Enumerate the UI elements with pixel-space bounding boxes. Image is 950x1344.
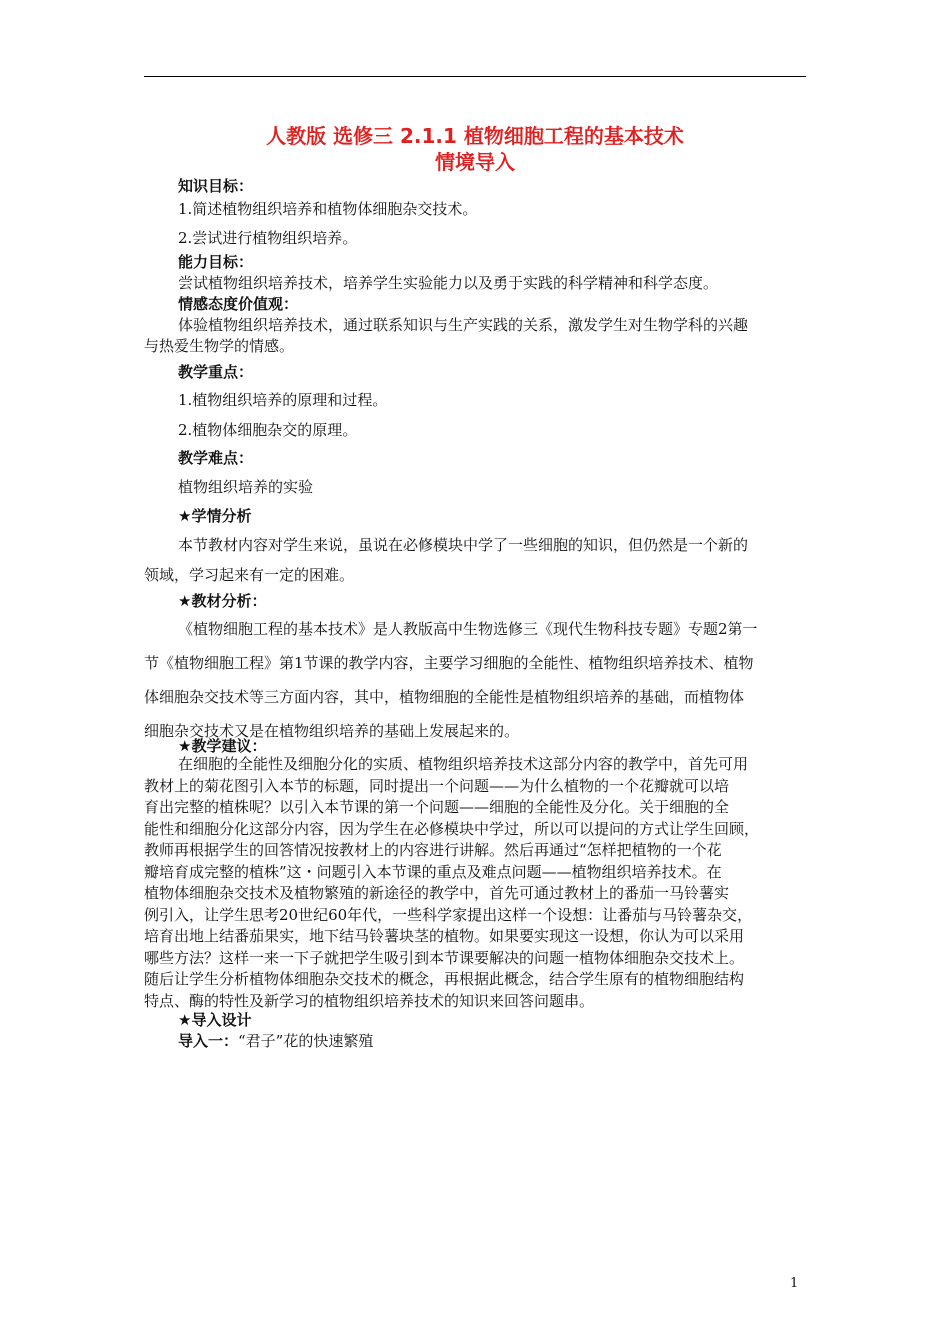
suggestion-line: 在细胞的全能性及细胞分化的实质、植物组织培养技术这部分内容的教学中，首先可用 — [178, 755, 749, 773]
ability-heading: 能力目标： — [178, 253, 254, 271]
suggestion-line: 育出完整的植株呢？以引入本节课的第一个问题——细胞的全能性及分化。关于细胞的全 — [144, 798, 730, 816]
suggestion-line: 教材上的菊花图引入本节的标题，同时提出一个问题——为什么植物的一个花瓣就可以培 — [144, 776, 730, 795]
knowledge-heading: 知识目标： — [178, 177, 254, 195]
emotion-heading: 情感态度价值观： — [178, 295, 299, 313]
suggestion-line: 哪些方法？这样一来一下子就把学生吸引到本节课要解决的问题一植物体细胞杂交技术上。 — [144, 948, 745, 967]
page-number: 1 — [790, 1276, 799, 1291]
suggestion-line: 能性和细胞分化这部分内容，因为学生在必修模块中学过，所以可以提问的方式让学生回顾， — [144, 819, 760, 838]
suggestion-line: 例引入，让学生思考20世纪60年代，一些科学家提出这样一个设想：让番茄与马铃薯杂交， — [144, 905, 753, 924]
textbook-line: 《植物细胞工程的基本技术》是人教版高中生物选修三《现代生物科技专题》专题2第一 — [178, 620, 758, 638]
key-points-heading: 教学重点： — [178, 363, 254, 381]
knowledge-item-2: 2.尝试进行植物组织培养。 — [178, 229, 358, 247]
difficulty-text: 植物组织培养的实验 — [178, 478, 314, 496]
difficulty-heading: 教学难点： — [178, 449, 254, 467]
suggestion-line: 瓣培育成完整的植株”这・问题引入本节课的重点及难点问题——植物组织培养技术。在 — [144, 862, 722, 881]
suggestion-line: 培育出地上结番茄果实，地下结马铃薯块茎的植物。如果要实现这一设想，你认为可以采用 — [144, 927, 745, 945]
key-point-1: 1.植物组织培养的原理和过程。 — [178, 391, 388, 409]
textbook-line: 节《植物细胞工程》第1节课的教学内容，主要学习细胞的全能性、植物组织培养技术、植物 — [144, 654, 754, 672]
suggestion-paragraph — [144, 754, 806, 1012]
intro-one — [178, 1031, 373, 1051]
analysis-heading: ★学情分析 — [178, 507, 252, 525]
suggestion-line: 教师再根据学生的回答情况按教材上的内容进行讲解。然后再通过“怎样把植物的一个花 — [144, 841, 722, 859]
key-point-2: 2.植物体细胞杂交的原理。 — [178, 421, 358, 439]
suggestion-line: 植物体细胞杂交技术及植物繁殖的新途径的教学中，首先可通过教材上的番茄一马铃薯实 — [144, 884, 730, 902]
suggestion-line: 随后让学生分析植物体细胞杂交技术的概念，再根据此概念，结合学生原有的植物细胞结构 — [144, 970, 745, 988]
analysis-line-2: 领域，学习起来有一定的困难。 — [144, 566, 355, 584]
emotion-line-1: 体验植物组织培养技术，通过联系知识与生产实践的关系，激发学生对生物学科的兴趣 — [178, 316, 749, 334]
suggestion-heading: ★教学建议： — [178, 737, 267, 755]
intro-one-label: 导入一： — [178, 1032, 239, 1050]
textbook-paragraph — [144, 612, 806, 748]
intro-design-heading: ★导入设计 — [178, 1011, 252, 1029]
header-rule — [144, 76, 806, 77]
page-title: 人教版 选修三 2.1.1 植物细胞工程的基本技术 — [266, 124, 684, 148]
textbook-line: 细胞杂交技术又是在植物组织培养的基础上发展起来的。 — [144, 722, 520, 740]
textbook-line: 体细胞杂交技术等三方面内容，其中，植物细胞的全能性是植物组织培养的基础，而植物体 — [144, 688, 745, 706]
ability-text: 尝试植物组织培养技术，培养学生实验能力以及勇于实践的科学精神和科学态度。 — [178, 274, 719, 292]
emotion-line-2: 与热爱生物学的情感。 — [144, 337, 295, 355]
analysis-line-1: 本节教材内容对学生来说，虽说在必修模块中学了一些细胞的知识，但仍然是一个新的 — [178, 536, 749, 554]
textbook-heading: ★教材分析： — [178, 592, 267, 610]
suggestion-line: 特点、酶的特性及新学习的植物组织培养技术的知识来回答问题串。 — [144, 991, 595, 1010]
knowledge-item-1: 1.简述植物组织培养和植物体细胞杂交技术。 — [178, 200, 478, 218]
page-subtitle: 情境导入 — [435, 150, 515, 174]
intro-one-text: “君子”花的快速繁殖 — [238, 1032, 374, 1050]
